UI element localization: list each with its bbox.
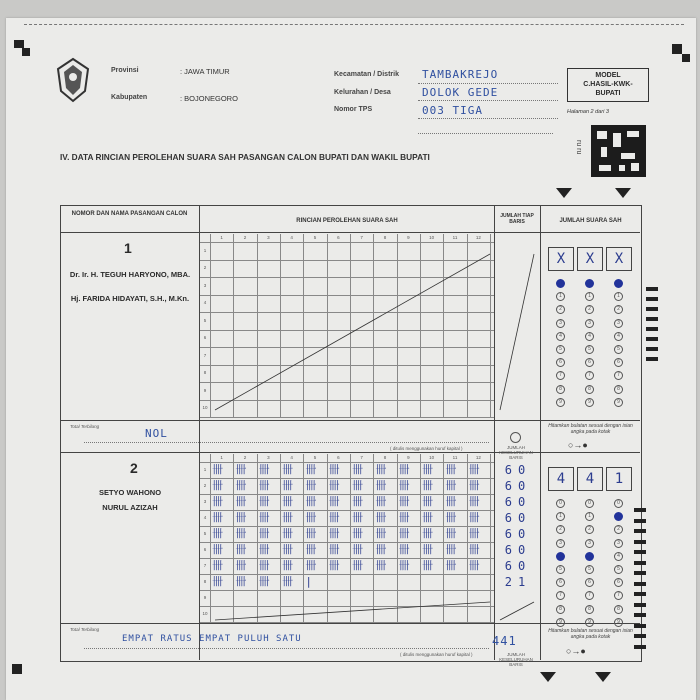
timing-bar bbox=[646, 297, 658, 301]
row-number: 8 bbox=[203, 370, 207, 376]
digit-bubble: 5 bbox=[556, 565, 565, 574]
tally-mark: 卌 bbox=[305, 559, 317, 572]
timing-bar bbox=[634, 603, 646, 607]
tally-mark: 卌 bbox=[445, 527, 457, 540]
digit-bubble: 6 bbox=[614, 358, 623, 367]
corner-mark bbox=[22, 48, 30, 56]
table-divider bbox=[60, 232, 640, 233]
digit-bubble: 3 bbox=[614, 539, 623, 548]
tally-mark: 卌 bbox=[375, 511, 387, 524]
dotted-line bbox=[418, 118, 558, 119]
row-total: 60 bbox=[504, 463, 532, 477]
col-header-valid-total: JUMLAH SUARA SAH bbox=[559, 218, 622, 224]
digit-bubble: 6 bbox=[585, 578, 594, 587]
marker-triangle bbox=[615, 188, 631, 198]
tally-mark: 卌 bbox=[212, 463, 223, 476]
tally-mark: 卌 bbox=[352, 463, 363, 476]
total-label: Total Terbilang bbox=[70, 424, 100, 429]
row-total: 21 bbox=[504, 575, 532, 589]
digit-bubble: 4 bbox=[556, 332, 565, 341]
digit-bubble: 8 bbox=[556, 385, 565, 394]
top-perforation bbox=[24, 24, 684, 25]
tally-mark: 卌 bbox=[445, 543, 457, 556]
row-number: 4 bbox=[203, 300, 207, 306]
digit-bubble: 3 bbox=[556, 539, 565, 548]
timing-bar bbox=[646, 327, 658, 331]
tally-mark: 卌 bbox=[235, 559, 247, 572]
digit-bubble: 2 bbox=[585, 525, 594, 534]
regency-emblem-icon bbox=[55, 57, 91, 103]
tally-mark: 卌 bbox=[235, 527, 247, 540]
digit-bubble: 8 bbox=[585, 385, 594, 394]
row-total: 60 bbox=[504, 543, 532, 557]
col-number: 8 bbox=[383, 235, 387, 240]
tps-label: Nomor TPS bbox=[334, 106, 373, 113]
tally-mark: 卌 bbox=[468, 559, 480, 572]
bubble-hint: Hitamkan bulatan sesuai dengan isian angka pada kotak bbox=[548, 423, 633, 435]
timing-bar bbox=[634, 550, 646, 554]
timing-bar bbox=[634, 529, 646, 533]
tally-mark: 卌 bbox=[305, 479, 317, 492]
row-number: 1 bbox=[203, 247, 207, 253]
tally-mark: 卌 bbox=[328, 495, 340, 508]
tally-mark: 卌 bbox=[212, 559, 223, 572]
timing-bar bbox=[634, 624, 646, 628]
col-number: 2 bbox=[243, 235, 247, 240]
col-number: 6 bbox=[337, 455, 340, 460]
digit-bubble: 1 bbox=[614, 292, 623, 301]
digit-bubble: 1 bbox=[585, 512, 594, 521]
bubble-hint: Hitamkan bulatan sesuai dengan isian angka pada kotak bbox=[548, 628, 633, 640]
row-number: 10 bbox=[202, 611, 208, 616]
tally-mark: 卌 bbox=[328, 559, 340, 572]
total-hint: ( ditulis menggunakan huruf kapital ) bbox=[400, 652, 473, 657]
tally-mark: 卌 bbox=[422, 463, 433, 476]
candidate-name: Hj. FARIDA HIDAYATI, S.H., M.Kn. bbox=[70, 294, 190, 303]
digit-bubble: 8 bbox=[614, 385, 623, 394]
tally-mark: 卌 bbox=[352, 495, 363, 508]
digit-bubble: 3 bbox=[585, 319, 594, 328]
col-number: 11 bbox=[452, 455, 458, 460]
col-number: 11 bbox=[452, 235, 458, 240]
bubble-example-icon: ○→● bbox=[566, 646, 586, 656]
total-terbilang: NOL bbox=[145, 427, 168, 440]
digit-bubble bbox=[614, 279, 623, 288]
tps-value: 003 TIGA bbox=[422, 104, 483, 117]
tally-mark: 卌 bbox=[468, 527, 480, 540]
digit-bubble: 5 bbox=[614, 345, 623, 354]
timing-bar bbox=[646, 357, 658, 361]
col-number: 1 bbox=[220, 455, 223, 460]
digit-bubble: 9 bbox=[585, 618, 594, 627]
kelurahan-value: DOLOK GEDE bbox=[422, 86, 499, 99]
tally-mark: 卌 bbox=[212, 543, 223, 556]
row-number: 9 bbox=[203, 595, 207, 600]
total-label: Total Terbilang bbox=[70, 627, 100, 632]
digit-bubble: 7 bbox=[556, 591, 565, 600]
tally-mark: 卌 bbox=[258, 463, 270, 476]
timing-bar bbox=[646, 347, 658, 351]
row-number: 7 bbox=[203, 563, 207, 568]
digit-bubble: 5 bbox=[614, 565, 623, 574]
row-number: 2 bbox=[203, 265, 207, 271]
tally-mark: 卌 bbox=[468, 543, 480, 556]
row-number: 1 bbox=[203, 467, 207, 472]
digit-bubble: 4 bbox=[585, 332, 594, 341]
digit-bubble: 0 bbox=[585, 499, 594, 508]
model-line: BUPATI bbox=[595, 90, 621, 97]
row-number: 4 bbox=[203, 515, 207, 520]
col-number: 5 bbox=[313, 235, 317, 240]
tally-mark: 卌 bbox=[328, 527, 340, 540]
timing-bar bbox=[646, 287, 658, 291]
tally-mark: 卌 bbox=[282, 575, 293, 588]
digit-bubble: 9 bbox=[556, 618, 565, 627]
row-total: 60 bbox=[504, 479, 532, 493]
digit-bubble bbox=[556, 279, 565, 288]
tally-mark: 卌 bbox=[375, 495, 387, 508]
candidate-name: SETYO WAHONO bbox=[98, 488, 162, 497]
tally-mark: 卌 bbox=[398, 543, 410, 556]
digit-bubble bbox=[585, 279, 594, 288]
timing-bar bbox=[634, 592, 646, 596]
candidate-name: Dr. Ir. H. TEGUH HARYONO, MBA. bbox=[69, 270, 191, 279]
digit-bubble: 8 bbox=[614, 605, 623, 614]
tally-mark: 卌 bbox=[258, 575, 270, 588]
digit-bubble bbox=[556, 552, 565, 561]
section-title: IV. DATA RINCIAN PEROLEHAN SUARA SAH PASANGAN CALON BUPATI DAN WAKIL BUPATI bbox=[60, 152, 430, 162]
col-number: 3 bbox=[267, 455, 270, 460]
grand-total: 441 bbox=[492, 634, 517, 648]
kelurahan-label: Kelurahan / Desa bbox=[334, 89, 391, 96]
jumlah-keseluruhan: JUMLAH KESELURUHAN BARIS bbox=[499, 445, 533, 460]
tally-mark: 卌 bbox=[445, 463, 457, 476]
tally-mark: 卌 bbox=[328, 479, 340, 492]
digit-box: 4 bbox=[577, 467, 603, 491]
tally-mark: 卌 bbox=[468, 495, 480, 508]
col-number: 3 bbox=[267, 235, 270, 240]
tally-mark: 卌 bbox=[422, 511, 433, 524]
col-number: 7 bbox=[360, 455, 363, 460]
digit-bubble: 5 bbox=[585, 345, 594, 354]
row-number: 10 bbox=[202, 405, 208, 411]
col-number: 7 bbox=[360, 235, 363, 240]
tally-mark: 卌 bbox=[352, 527, 363, 540]
row-total: 60 bbox=[504, 511, 532, 525]
tally-mark: 卌 bbox=[398, 527, 410, 540]
tally-mark: 卌 bbox=[235, 575, 247, 588]
marker-triangle bbox=[556, 188, 572, 198]
digit-box: X bbox=[606, 247, 632, 271]
marker-triangle bbox=[595, 672, 611, 682]
digit-box: X bbox=[548, 247, 574, 271]
digit-bubble: 5 bbox=[585, 565, 594, 574]
tally-mark: 卌 bbox=[305, 511, 317, 524]
corner-mark bbox=[14, 40, 24, 48]
tally-mark: 卌 bbox=[445, 479, 457, 492]
page-code: ru ru bbox=[575, 140, 582, 155]
digit-bubble: 6 bbox=[585, 358, 594, 367]
tally-mark: 卌 bbox=[468, 463, 480, 476]
qr-code-icon bbox=[591, 125, 646, 177]
corner-mark bbox=[672, 44, 682, 54]
col-number: 4 bbox=[290, 455, 293, 460]
timing-bar bbox=[634, 645, 646, 649]
timing-bar bbox=[634, 519, 646, 523]
col-header-detail: RINCIAN PEROLEHAN SUARA SAH bbox=[296, 218, 398, 224]
candidate-name: NURUL AZIZAH bbox=[102, 503, 158, 512]
digit-bubble: 6 bbox=[556, 578, 565, 587]
digit-bubble: 3 bbox=[556, 319, 565, 328]
timing-bar bbox=[646, 307, 658, 311]
col-number: 2 bbox=[243, 455, 247, 460]
tally-mark: 卌 bbox=[258, 543, 270, 556]
tally-mark: 卌 bbox=[375, 543, 387, 556]
tally-mark: 卌 bbox=[258, 479, 270, 492]
dotted-line bbox=[84, 442, 489, 443]
tally-mark: 卌 bbox=[282, 479, 293, 492]
tally-mark: 卌 bbox=[398, 511, 410, 524]
digit-bubble: 9 bbox=[614, 398, 623, 407]
digit-bubble: 1 bbox=[585, 292, 594, 301]
provinsi-value: : JAWA TIMUR bbox=[180, 67, 230, 76]
corner-mark bbox=[682, 54, 690, 62]
digit-bubble: 8 bbox=[585, 605, 594, 614]
candidate-number: 2 bbox=[130, 460, 138, 476]
col-number: 4 bbox=[290, 235, 293, 240]
tally-mark: 卌 bbox=[305, 527, 317, 540]
timing-bar bbox=[634, 540, 646, 544]
corner-mark bbox=[12, 664, 22, 674]
row-total: 60 bbox=[504, 495, 532, 509]
digit-bubble: 7 bbox=[614, 371, 623, 380]
digit-bubble: 9 bbox=[556, 398, 565, 407]
tally-mark: 卌 bbox=[422, 559, 433, 572]
digit-bubble: 9 bbox=[614, 618, 623, 627]
digit-bubble: 0 bbox=[556, 499, 565, 508]
kabupaten-value: : BOJONEGORO bbox=[180, 94, 238, 103]
cross-out-line bbox=[200, 234, 540, 420]
tally-mark: 卌 bbox=[468, 511, 480, 524]
col-number: 8 bbox=[383, 455, 387, 460]
model-line: MODEL bbox=[595, 72, 621, 79]
tally-mark: 卌 bbox=[258, 495, 270, 508]
digit-bubble: 2 bbox=[614, 525, 623, 534]
tally-mark: 卌 bbox=[212, 479, 223, 492]
tally-mark: 卌 bbox=[305, 463, 317, 476]
row-number: 5 bbox=[203, 317, 207, 323]
tally-mark: 卌 bbox=[352, 479, 363, 492]
tally-mark: 卌 bbox=[468, 479, 480, 492]
tally-mark: 卌 bbox=[258, 511, 270, 524]
kabupaten-label: Kabupaten bbox=[111, 94, 148, 101]
tally-mark: 卌 bbox=[282, 527, 293, 540]
tally-mark: 卌 bbox=[258, 559, 270, 572]
tally-mark: 卌 bbox=[422, 543, 433, 556]
row-number: 2 bbox=[203, 483, 207, 488]
kecamatan-value: TAMBAKREJO bbox=[422, 68, 499, 81]
dotted-line bbox=[418, 100, 558, 101]
col-number: 10 bbox=[429, 455, 435, 460]
tally-mark: 卌 bbox=[212, 495, 223, 508]
tally-mark: 卌 bbox=[352, 559, 363, 572]
tally-mark: 卌 bbox=[235, 479, 247, 492]
cross-out-line bbox=[200, 454, 540, 623]
model-box bbox=[567, 68, 649, 102]
digit-bubble bbox=[585, 552, 594, 561]
tally-mark: 卌 bbox=[212, 575, 223, 588]
tally-mark: 卌 bbox=[375, 559, 387, 572]
tally-mark: 卌 bbox=[352, 543, 363, 556]
tally-mark: 卌 bbox=[282, 559, 293, 572]
kecamatan-label: Kecamatan / Distrik bbox=[334, 71, 399, 78]
table-divider bbox=[540, 205, 541, 660]
bubble-example-icon: ○→● bbox=[568, 440, 588, 450]
tally-mark: 卌 bbox=[212, 527, 223, 540]
tally-mark: | bbox=[305, 575, 312, 588]
dotted-line bbox=[418, 83, 558, 84]
tally-mark: 卌 bbox=[328, 463, 340, 476]
digit-bubble: 7 bbox=[585, 371, 594, 380]
provinsi-label: Provinsi bbox=[111, 67, 139, 74]
tally-mark: 卌 bbox=[422, 479, 433, 492]
jumlah-keseluruhan: JUMLAH KESELURUHAN BARIS bbox=[499, 652, 533, 667]
row-number: 8 bbox=[203, 579, 207, 584]
row-number: 7 bbox=[203, 352, 207, 358]
tally-mark: 卌 bbox=[445, 511, 457, 524]
tally-mark: 卌 bbox=[352, 511, 363, 524]
digit-bubble: 8 bbox=[556, 605, 565, 614]
col-header-row-total: JUMLAH TIAP BARIS bbox=[500, 213, 534, 225]
tally-mark: 卌 bbox=[375, 527, 387, 540]
digit-box: X bbox=[577, 247, 603, 271]
tally-mark: 卌 bbox=[282, 511, 293, 524]
timing-bar bbox=[634, 613, 646, 617]
dotted-line bbox=[84, 648, 489, 649]
dotted-line bbox=[418, 133, 553, 134]
digit-bubble: 6 bbox=[614, 578, 623, 587]
digit-bubble: 5 bbox=[556, 345, 565, 354]
digit-box: 1 bbox=[606, 467, 632, 491]
tally-mark: 卌 bbox=[282, 463, 293, 476]
total-terbilang: EMPAT RATUS EMPAT PULUH SATU bbox=[122, 634, 302, 644]
total-bubble bbox=[510, 432, 521, 443]
digit-bubble: 4 bbox=[614, 332, 623, 341]
digit-bubble: 2 bbox=[585, 305, 594, 314]
tally-mark: 卌 bbox=[375, 479, 387, 492]
tally-mark: 卌 bbox=[235, 463, 247, 476]
digit-bubble: 2 bbox=[556, 525, 565, 534]
col-number: 6 bbox=[337, 235, 340, 240]
tally-mark: 卌 bbox=[398, 495, 410, 508]
digit-bubble: 2 bbox=[556, 305, 565, 314]
col-number: 9 bbox=[407, 455, 410, 460]
col-number: 1 bbox=[220, 235, 223, 240]
row-number: 6 bbox=[203, 547, 207, 552]
tally-mark: 卌 bbox=[398, 463, 410, 476]
tally-mark: 卌 bbox=[235, 543, 247, 556]
tally-mark: 卌 bbox=[328, 543, 340, 556]
tally-mark: 卌 bbox=[445, 559, 457, 572]
col-number: 5 bbox=[313, 455, 317, 460]
row-number: 6 bbox=[203, 335, 207, 341]
digit-bubble: 1 bbox=[556, 292, 565, 301]
digit-bubble: 0 bbox=[614, 499, 623, 508]
table-divider bbox=[60, 452, 640, 453]
row-number: 9 bbox=[203, 387, 207, 393]
digit-bubble: 1 bbox=[556, 512, 565, 521]
tally-mark: 卌 bbox=[328, 511, 340, 524]
timing-bar bbox=[634, 582, 646, 586]
tally-mark: 卌 bbox=[422, 527, 433, 540]
digit-bubble: 7 bbox=[585, 591, 594, 600]
col-number: 10 bbox=[429, 235, 435, 240]
total-hint: ( ditulis menggunakan huruf kapital ) bbox=[390, 446, 463, 451]
digit-bubble: 4 bbox=[614, 552, 623, 561]
timing-bar bbox=[634, 561, 646, 565]
digit-bubble: 7 bbox=[556, 371, 565, 380]
timing-bar bbox=[634, 508, 646, 512]
digit-box: 4 bbox=[548, 467, 574, 491]
digit-bubble: 6 bbox=[556, 358, 565, 367]
tally-mark: 卌 bbox=[282, 543, 293, 556]
col-header-candidate: NOMOR DAN NAMA PASANGAN CALON bbox=[71, 211, 188, 217]
timing-bar bbox=[646, 317, 658, 321]
tally-mark: 卌 bbox=[258, 527, 270, 540]
tally-mark: 卌 bbox=[375, 463, 387, 476]
row-number: 5 bbox=[203, 531, 207, 536]
tally-mark: 卌 bbox=[445, 495, 457, 508]
tally-mark: 卌 bbox=[398, 559, 410, 572]
table-divider bbox=[60, 623, 640, 624]
col-number: 12 bbox=[475, 235, 481, 240]
tally-mark: 卌 bbox=[422, 495, 433, 508]
table-divider bbox=[60, 420, 640, 421]
marker-triangle bbox=[540, 672, 556, 682]
digit-bubble: 7 bbox=[614, 591, 623, 600]
tally-mark: 卌 bbox=[235, 511, 247, 524]
timing-bar bbox=[634, 634, 646, 638]
col-number: 9 bbox=[407, 235, 410, 240]
tally-mark: 卌 bbox=[305, 495, 317, 508]
timing-bar bbox=[646, 337, 658, 341]
digit-bubble: 9 bbox=[585, 398, 594, 407]
tally-mark: 卌 bbox=[398, 479, 410, 492]
digit-bubble: 2 bbox=[614, 305, 623, 314]
model-line: C.HASIL-KWK- bbox=[583, 81, 633, 88]
page-number: Halaman 2 dari 3 bbox=[567, 109, 609, 115]
row-number: 3 bbox=[203, 282, 207, 288]
digit-bubble: 3 bbox=[585, 539, 594, 548]
tally-mark: 卌 bbox=[305, 543, 317, 556]
tally-mark: 卌 bbox=[282, 495, 293, 508]
row-total: 60 bbox=[504, 527, 532, 541]
row-total: 60 bbox=[504, 559, 532, 573]
row-number: 3 bbox=[203, 499, 207, 504]
tally-mark: 卌 bbox=[235, 495, 247, 508]
digit-bubble: 3 bbox=[614, 319, 623, 328]
col-number: 12 bbox=[475, 455, 481, 460]
tally-mark: 卌 bbox=[212, 511, 223, 524]
candidate-number: 1 bbox=[124, 240, 132, 256]
timing-bar bbox=[634, 571, 646, 575]
